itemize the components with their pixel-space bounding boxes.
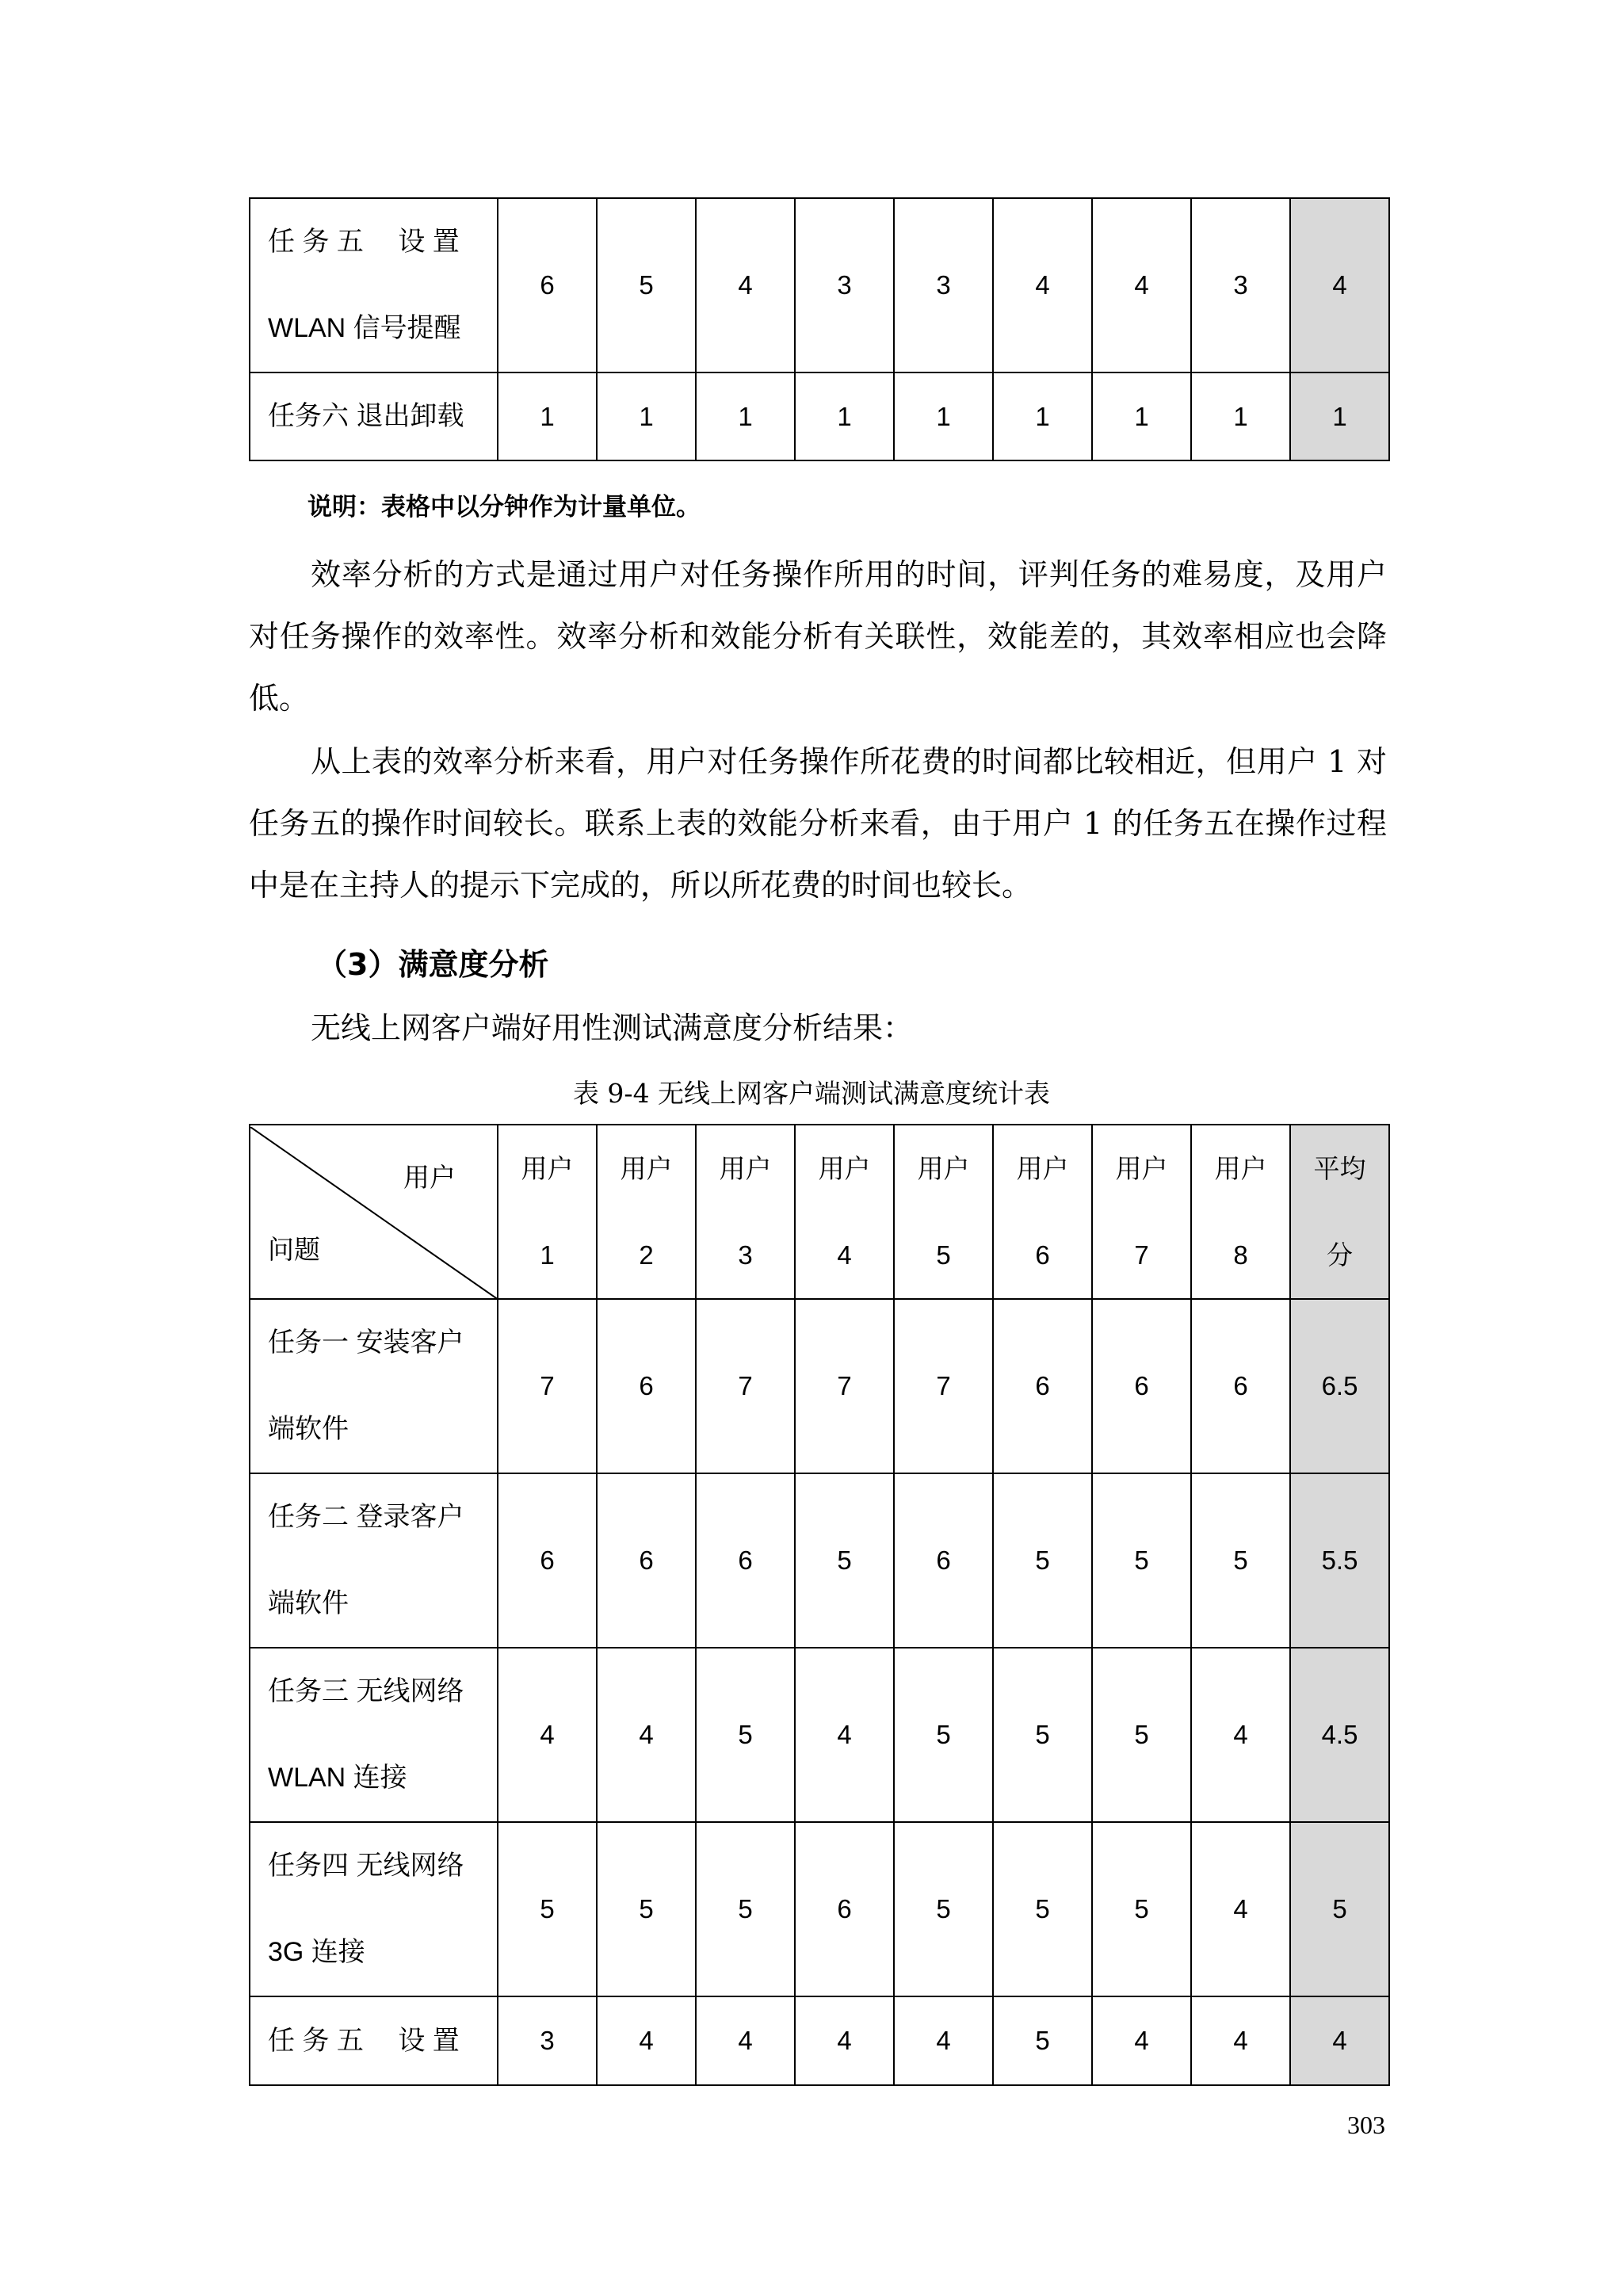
header-average: 平均 分: [1290, 1125, 1389, 1299]
value-cell-user-7: 4: [1092, 198, 1191, 372]
value-cell-user-5: 6: [894, 1473, 993, 1648]
value-cell-user-1: 6: [498, 1473, 597, 1648]
value-cell-user-5: 7: [894, 1299, 993, 1473]
value-cell-user-6: 5: [993, 1822, 1092, 1996]
table-note: 说明：表格中以分钟作为计量单位。: [307, 493, 701, 521]
value-cell-user-7: 6: [1092, 1299, 1191, 1473]
value-cell-user-4: 7: [795, 1299, 894, 1473]
value-cell-user-1: 5: [498, 1822, 597, 1996]
task-label-line: WLAN 信号提醒: [268, 313, 461, 343]
value-cell-user-6: 5: [993, 1996, 1092, 2085]
value-cell-user-1: 1: [498, 372, 597, 460]
header-user-8: 用户 8: [1191, 1125, 1290, 1299]
average-cell: 1: [1290, 372, 1389, 460]
value-cell-user-4: 6: [795, 1822, 894, 1996]
corner-label-user: 用户: [403, 1163, 456, 1192]
page-number: 303: [1347, 2111, 1385, 2139]
task-label-line: WLAN 连接: [268, 1763, 407, 1793]
value-cell-user-3: 7: [696, 1299, 795, 1473]
task-label-line: 任务四 无线网络: [268, 1851, 464, 1881]
value-cell-user-2: 4: [597, 1648, 696, 1822]
header-user-3: 用户 3: [696, 1125, 795, 1299]
task-label-line: 任 务 五 设 置: [268, 227, 460, 257]
value-cell-user-8: 4: [1191, 1648, 1290, 1822]
value-cell-user-3: 4: [696, 198, 795, 372]
header-user-5: 用户 5: [894, 1125, 993, 1299]
task-cell: [250, 1648, 498, 1822]
header-user-2: 用户 2: [597, 1125, 696, 1299]
value-cell-user-8: 4: [1191, 1996, 1290, 2085]
value-cell-user-6: 5: [993, 1473, 1092, 1648]
paragraph-efficiency: 效率分析的方式是通过用户对任务操作所用的时间，评判任务的难易度，及用户对任务操作的效率性。效率分析和效能分析有关联性，效能差的，其效率相应也会降低。: [249, 557, 1387, 716]
table-row: [250, 1473, 1389, 1648]
value-cell-user-6: 1: [993, 372, 1092, 460]
average-cell: 5.5: [1290, 1473, 1389, 1648]
average-cell: 4: [1290, 198, 1389, 372]
value-cell-user-3: 5: [696, 1822, 795, 1996]
task-cell: [250, 198, 498, 372]
value-cell-user-6: 4: [993, 198, 1092, 372]
value-cell-user-5: 1: [894, 372, 993, 460]
task-label-line: 端软件: [268, 1588, 349, 1618]
value-cell-user-3: 1: [696, 372, 795, 460]
value-cell-user-2: 6: [597, 1299, 696, 1473]
value-cell-user-7: 5: [1092, 1473, 1191, 1648]
average-cell: 6.5: [1290, 1299, 1389, 1473]
value-cell-user-4: 5: [795, 1473, 894, 1648]
value-cell-user-2: 1: [597, 372, 696, 460]
corner-label-question: 问题: [268, 1235, 320, 1264]
value-cell-user-3: 5: [696, 1648, 795, 1822]
task-label-line: 端软件: [268, 1414, 349, 1444]
value-cell-user-4: 4: [795, 1648, 894, 1822]
task-label-line: 任务二 登录客户: [268, 1502, 464, 1532]
value-cell-user-7: 5: [1092, 1648, 1191, 1822]
table-caption: 表 9-4 无线上网客户端测试满意度统计表: [572, 1078, 1051, 1109]
average-cell: 5: [1290, 1822, 1389, 1996]
value-cell-user-8: 3: [1191, 198, 1290, 372]
value-cell-user-8: 5: [1191, 1473, 1290, 1648]
value-cell-user-5: 4: [894, 1996, 993, 2085]
satisfaction-table: [249, 1124, 1390, 2086]
value-cell-user-1: 3: [498, 1996, 597, 2085]
task-label-line: 任务三 无线网络: [268, 1676, 464, 1706]
task-cell: [250, 372, 498, 460]
efficiency-table-continued: [249, 197, 1390, 461]
value-cell-user-2: 5: [597, 198, 696, 372]
header-user-7: 用户 7: [1092, 1125, 1191, 1299]
header-user-6: 用户 6: [993, 1125, 1092, 1299]
table-row: [250, 372, 1389, 460]
task-cell: [250, 1996, 498, 2085]
value-cell-user-5: 3: [894, 198, 993, 372]
value-cell-user-2: 5: [597, 1822, 696, 1996]
diagonal-line: [250, 1127, 498, 1300]
value-cell-user-1: 6: [498, 198, 597, 372]
value-cell-user-7: 1: [1092, 372, 1191, 460]
header-user-1: 用户 1: [498, 1125, 597, 1299]
task-cell: [250, 1299, 498, 1473]
section-heading: （3）满意度分析: [317, 947, 549, 982]
value-cell-user-7: 5: [1092, 1822, 1191, 1996]
task-label-line: 任务六 退出卸载: [268, 401, 464, 431]
paragraph-intro: 无线上网客户端好用性测试满意度分析结果：: [311, 1010, 914, 1045]
header-row: [250, 1125, 1389, 1299]
table-row: [250, 1299, 1389, 1473]
table-row: [250, 1996, 1389, 2085]
paragraph-analysis: 从上表的效率分析来看，用户对任务操作所花费的时间都比较相近，但用户 1 对任务五的操作时间较长。联系上表的效能分析来看，由于用户 1 的任务五在操作过程中是在主持人的提示下完成的，所以所花费的时间也较长。: [249, 744, 1387, 903]
value-cell-user-4: 3: [795, 198, 894, 372]
task-label-line: 3G 连接: [268, 1937, 365, 1967]
value-cell-user-6: 5: [993, 1648, 1092, 1822]
corner-cell: [250, 1125, 498, 1299]
average-cell: 4: [1290, 1996, 1389, 2085]
value-cell-user-4: 4: [795, 1996, 894, 2085]
value-cell-user-6: 6: [993, 1299, 1092, 1473]
table-row: [250, 1822, 1389, 1996]
table-row: [250, 1648, 1389, 1822]
header-user-4: 用户 4: [795, 1125, 894, 1299]
average-cell: 4.5: [1290, 1648, 1389, 1822]
value-cell-user-1: 4: [498, 1648, 597, 1822]
task-label-line: 任 务 五 设 置: [268, 2025, 460, 2056]
value-cell-user-5: 5: [894, 1822, 993, 1996]
task-label-line: 任务一 安装客户: [268, 1328, 464, 1358]
value-cell-user-3: 6: [696, 1473, 795, 1648]
value-cell-user-4: 1: [795, 372, 894, 460]
task-cell: [250, 1473, 498, 1648]
value-cell-user-2: 4: [597, 1996, 696, 2085]
value-cell-user-8: 1: [1191, 372, 1290, 460]
task-cell: [250, 1822, 498, 1996]
value-cell-user-1: 7: [498, 1299, 597, 1473]
value-cell-user-8: 6: [1191, 1299, 1290, 1473]
table-row: [250, 198, 1389, 372]
value-cell-user-3: 4: [696, 1996, 795, 2085]
value-cell-user-5: 5: [894, 1648, 993, 1822]
value-cell-user-7: 4: [1092, 1996, 1191, 2085]
value-cell-user-2: 6: [597, 1473, 696, 1648]
value-cell-user-8: 4: [1191, 1822, 1290, 1996]
